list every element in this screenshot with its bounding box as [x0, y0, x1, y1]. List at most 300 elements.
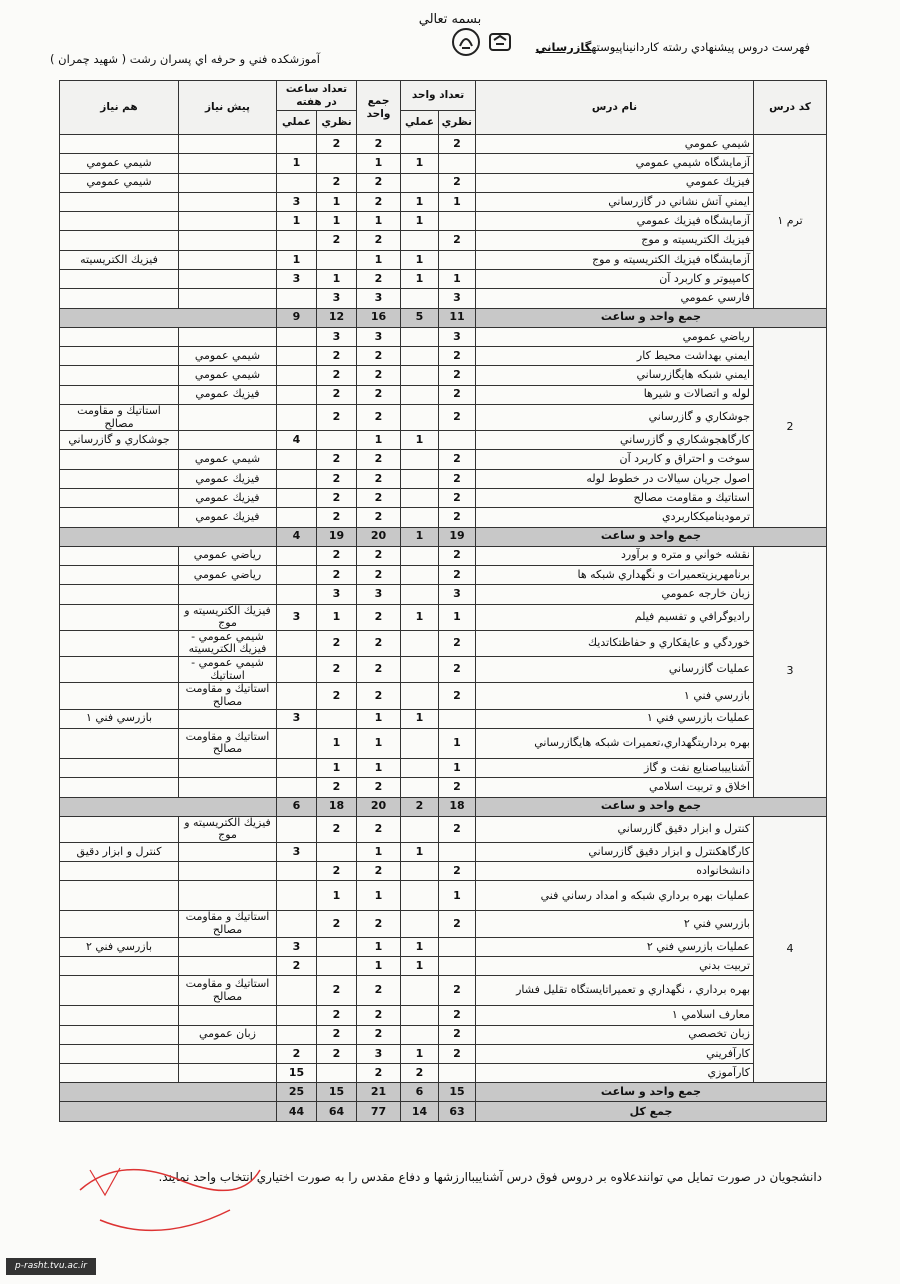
table-row [60, 489, 827, 508]
hours-theory [317, 937, 357, 956]
corequisite [60, 956, 179, 975]
prerequisite [179, 862, 277, 881]
total-units: 2 [357, 630, 401, 656]
hours-theory: 2 [317, 173, 357, 192]
prerequisite: فيزيك عمومي [179, 508, 277, 527]
units-practical [401, 585, 439, 604]
total-units: 1 [357, 154, 401, 173]
prerequisite [179, 709, 277, 728]
course-name: تربيت بدني [476, 956, 754, 975]
total-units: 2 [357, 231, 401, 250]
prerequisite [179, 1064, 277, 1083]
hours-theory [317, 250, 357, 269]
prerequisite: استاتيك و مقاومت مصالح [179, 911, 277, 937]
corequisite [60, 683, 179, 709]
corequisite [60, 469, 179, 488]
units-practical [401, 758, 439, 777]
sum-empty [60, 797, 277, 816]
hours-practical [277, 450, 317, 469]
course-name: ترموديناميككاربردي [476, 508, 754, 527]
table-row [60, 327, 827, 346]
prerequisite [179, 881, 277, 911]
table-row [60, 546, 827, 565]
corequisite: بازرسي فني ۱ [60, 709, 179, 728]
hours-theory: 2 [317, 911, 357, 937]
total-units: 1 [357, 842, 401, 861]
table-row [60, 758, 827, 777]
units-practical [401, 289, 439, 308]
units-practical [401, 881, 439, 911]
prerequisite [179, 231, 277, 250]
units-practical [401, 450, 439, 469]
units-theory: 2 [439, 385, 476, 404]
course-name: اخلاق و تربيت اسلامي [476, 778, 754, 797]
units-theory: 2 [439, 546, 476, 565]
course-name: بهره برداري ، نگهداري و تعميراتايستگاه تقليل فشار [476, 976, 754, 1006]
total-units: 2 [357, 385, 401, 404]
units-practical: 1 [401, 709, 439, 728]
total-units: 2 [357, 976, 401, 1006]
sum-empty [60, 527, 277, 546]
hours-theory: 1 [317, 212, 357, 231]
corequisite [60, 911, 179, 937]
course-name: شيمي عمومي [476, 135, 754, 154]
course-name: معارف اسلامي ۱ [476, 1006, 754, 1025]
sum-units-practical: 2 [401, 797, 439, 816]
units-theory: 2 [439, 911, 476, 937]
sum-empty [60, 308, 277, 327]
course-name: بازرسي فني ۲ [476, 911, 754, 937]
total-units: 1 [357, 937, 401, 956]
table-row [60, 842, 827, 861]
corequisite [60, 270, 179, 289]
hours-theory: 2 [317, 469, 357, 488]
units-practical [401, 976, 439, 1006]
corequisite [60, 630, 179, 656]
hours-practical [277, 630, 317, 656]
hours-practical: 1 [277, 250, 317, 269]
sum-hours-practical: 9 [277, 308, 317, 327]
total-units: 2 [357, 270, 401, 289]
course-name: راديوگرافي و تفسيم فيلم [476, 604, 754, 630]
units-theory [439, 937, 476, 956]
prerequisite: استاتيك و مقاومت مصالح [179, 683, 277, 709]
table-row [60, 135, 827, 154]
corequisite: شيمي عمومي [60, 173, 179, 192]
sum-empty [60, 1083, 277, 1102]
title-field: گازرساني [535, 40, 592, 54]
hours-practical [277, 585, 317, 604]
table-row [60, 630, 827, 656]
units-theory: 2 [439, 231, 476, 250]
hours-practical: 3 [277, 842, 317, 861]
units-practical [401, 489, 439, 508]
total-units: 2 [357, 778, 401, 797]
table-row [60, 604, 827, 630]
total-units: 2 [357, 911, 401, 937]
units-theory: 2 [439, 450, 476, 469]
corequisite: بازرسي فني ۲ [60, 937, 179, 956]
course-name: كنترل و ابزار دقيق گازرساني [476, 816, 754, 842]
total-units: 2 [357, 192, 401, 211]
total-hours-theory: 64 [317, 1102, 357, 1122]
total-units: 2 [357, 135, 401, 154]
table-row [60, 270, 827, 289]
course-name: آشناييباصنايع نفت و گاز [476, 758, 754, 777]
table-row [60, 565, 827, 584]
hours-practical [277, 508, 317, 527]
hours-theory: 2 [317, 816, 357, 842]
total-units: 3 [357, 327, 401, 346]
units-theory: 1 [439, 881, 476, 911]
units-theory: 2 [439, 816, 476, 842]
header-name: نام درس [476, 81, 754, 135]
total-units: 3 [357, 1044, 401, 1063]
prerequisite: زبان عمومي [179, 1025, 277, 1044]
units-theory: 3 [439, 327, 476, 346]
table-row [60, 1044, 827, 1063]
corequisite [60, 231, 179, 250]
sum-hours-practical: 25 [277, 1083, 317, 1102]
prerequisite [179, 956, 277, 975]
table-row [60, 862, 827, 881]
term-label: 2 [754, 327, 827, 527]
corequisite: كنترل و ابزار دقيق [60, 842, 179, 861]
hours-practical: 3 [277, 937, 317, 956]
prerequisite: رياضي عمومي [179, 546, 277, 565]
hours-theory: 1 [317, 728, 357, 758]
total-total-units: 77 [357, 1102, 401, 1122]
corequisite [60, 508, 179, 527]
hours-practical: 2 [277, 956, 317, 975]
units-theory: 2 [439, 173, 476, 192]
hours-practical: 2 [277, 1044, 317, 1063]
total-units: 2 [357, 657, 401, 683]
term-sum-row [60, 308, 827, 327]
total-units: 2 [357, 546, 401, 565]
hours-theory: 2 [317, 1044, 357, 1063]
total-label: جمع كل [476, 1102, 827, 1122]
course-name: كارگاهجوشكاري و گازرساني [476, 431, 754, 450]
hours-practical [277, 546, 317, 565]
sum-total-units: 21 [357, 1083, 401, 1102]
table-row [60, 1025, 827, 1044]
corequisite [60, 1044, 179, 1063]
total-units: 2 [357, 404, 401, 430]
term-sum-row [60, 527, 827, 546]
course-name: استاتيك و مقاومت مصالح [476, 489, 754, 508]
units-theory [439, 154, 476, 173]
table-row [60, 212, 827, 231]
hours-practical [277, 1025, 317, 1044]
term-label: 4 [754, 816, 827, 1083]
table-row [60, 450, 827, 469]
total-units: 1 [357, 431, 401, 450]
hours-theory: 2 [317, 346, 357, 365]
table-row [60, 250, 827, 269]
table-row [60, 585, 827, 604]
prerequisite [179, 431, 277, 450]
total-units: 2 [357, 604, 401, 630]
total-units: 1 [357, 881, 401, 911]
hours-theory: 1 [317, 270, 357, 289]
table-row [60, 911, 827, 937]
table-row [60, 508, 827, 527]
total-units: 1 [357, 758, 401, 777]
header-total-units: جمع واحد [357, 81, 401, 135]
prerequisite [179, 1006, 277, 1025]
prerequisite [179, 135, 277, 154]
prerequisite [179, 270, 277, 289]
sum-units-theory: 18 [439, 797, 476, 816]
term-sum-row [60, 1083, 827, 1102]
units-practical: 1 [401, 1044, 439, 1063]
grand-total-row [60, 1102, 827, 1122]
university-logo [484, 26, 516, 58]
table-row [60, 346, 827, 365]
prerequisite: شيمي عمومي [179, 450, 277, 469]
prerequisite [179, 937, 277, 956]
course-name: بازرسي فني ۱ [476, 683, 754, 709]
table-row [60, 154, 827, 173]
units-practical [401, 385, 439, 404]
total-units: 2 [357, 346, 401, 365]
hours-practical [277, 469, 317, 488]
units-theory: 1 [439, 758, 476, 777]
units-theory: 1 [439, 192, 476, 211]
course-name: فارسي عمومي [476, 289, 754, 308]
total-units: 2 [357, 565, 401, 584]
units-practical [401, 508, 439, 527]
total-units: 1 [357, 728, 401, 758]
prerequisite [179, 154, 277, 173]
units-practical [401, 135, 439, 154]
units-theory: 2 [439, 469, 476, 488]
corequisite [60, 366, 179, 385]
hours-theory: 3 [317, 585, 357, 604]
hours-practical [277, 173, 317, 192]
hours-theory [317, 956, 357, 975]
hours-practical: 4 [277, 431, 317, 450]
sum-hours-practical: 4 [277, 527, 317, 546]
table-row [60, 937, 827, 956]
table-row [60, 657, 827, 683]
course-name: فيزيك الكتريسيته و موج [476, 231, 754, 250]
hours-theory: 1 [317, 192, 357, 211]
hours-theory: 2 [317, 1006, 357, 1025]
units-theory: 2 [439, 404, 476, 430]
corequisite: شيمي عمومي [60, 154, 179, 173]
hours-theory: 2 [317, 546, 357, 565]
corequisite: فيزيك الكتريسيته [60, 250, 179, 269]
hours-practical [277, 289, 317, 308]
hours-theory: 2 [317, 862, 357, 881]
total-units: 2 [357, 683, 401, 709]
course-name: بهره برداريتگهداري،تعميرات شبكه هايگازرساني [476, 728, 754, 758]
units-theory: 2 [439, 346, 476, 365]
units-practical [401, 1006, 439, 1025]
hours-theory: 2 [317, 135, 357, 154]
prerequisite: استاتيك و مقاومت مصالح [179, 976, 277, 1006]
prerequisite: فيزيك عمومي [179, 469, 277, 488]
units-practical [401, 778, 439, 797]
course-name: عمليات بازرسي فني ۲ [476, 937, 754, 956]
hours-practical [277, 489, 317, 508]
course-name: آزمايشگاه فيزيك عمومي [476, 212, 754, 231]
course-name: خوردگي و عايقكاري و حفاظتكاتديك [476, 630, 754, 656]
hours-practical [277, 683, 317, 709]
corequisite [60, 135, 179, 154]
course-name: ايمني آتش نشاني در گازرساني [476, 192, 754, 211]
corequisite [60, 881, 179, 911]
prerequisite [179, 1044, 277, 1063]
units-theory: 2 [439, 489, 476, 508]
units-theory: 2 [439, 135, 476, 154]
units-theory: 2 [439, 630, 476, 656]
hours-practical [277, 231, 317, 250]
total-units: 2 [357, 469, 401, 488]
table-row [60, 192, 827, 211]
units-theory: 1 [439, 270, 476, 289]
prerequisite: فيزيك الكتريسيته و موج [179, 816, 277, 842]
units-practical [401, 565, 439, 584]
sum-units-theory: 11 [439, 308, 476, 327]
total-units: 2 [357, 173, 401, 192]
hours-practical [277, 385, 317, 404]
total-units: 3 [357, 585, 401, 604]
table-row [60, 431, 827, 450]
corequisite [60, 450, 179, 469]
hours-practical [277, 911, 317, 937]
hours-practical [277, 862, 317, 881]
prerequisite [179, 404, 277, 430]
hours-theory: 2 [317, 508, 357, 527]
table-row [60, 231, 827, 250]
sum-hours-theory: 19 [317, 527, 357, 546]
course-name: آزمايشگاه شيمي عمومي [476, 154, 754, 173]
site-url[interactable]: p-rasht.tvu.ac.ir [6, 1258, 96, 1275]
course-name: كارآموزي [476, 1064, 754, 1083]
corequisite: استاتيك و مقاومت مصالح [60, 404, 179, 430]
total-units: 1 [357, 956, 401, 975]
corequisite [60, 327, 179, 346]
units-theory: 3 [439, 585, 476, 604]
units-practical [401, 469, 439, 488]
hours-practical: 3 [277, 270, 317, 289]
header-units-theory: نظري [439, 111, 476, 135]
total-units: 2 [357, 508, 401, 527]
prerequisite [179, 250, 277, 269]
units-practical: 1 [401, 431, 439, 450]
hours-practical [277, 1006, 317, 1025]
units-practical [401, 816, 439, 842]
units-practical: 1 [401, 937, 439, 956]
header-units-practical: عملي [401, 111, 439, 135]
prerequisite: شيمي عمومي - فيزيك الكتريسيته [179, 630, 277, 656]
prerequisite [179, 758, 277, 777]
prerequisite [179, 778, 277, 797]
table-row [60, 385, 827, 404]
hours-theory: 2 [317, 450, 357, 469]
course-name: دانشخانواده [476, 862, 754, 881]
hours-theory: 1 [317, 604, 357, 630]
hours-theory: 2 [317, 778, 357, 797]
bismillah: بسمه تعالي [418, 12, 482, 27]
course-name: اصول جريان سيالات در خطوط لوله [476, 469, 754, 488]
hours-theory: 2 [317, 489, 357, 508]
corequisite [60, 657, 179, 683]
units-practical: 1 [401, 154, 439, 173]
hours-practical [277, 816, 317, 842]
total-units: 2 [357, 450, 401, 469]
corequisite [60, 976, 179, 1006]
table-row [60, 366, 827, 385]
term-sum-row [60, 797, 827, 816]
sum-units-theory: 19 [439, 527, 476, 546]
corequisite [60, 728, 179, 758]
hours-theory: 1 [317, 758, 357, 777]
units-practical [401, 366, 439, 385]
corequisite [60, 565, 179, 584]
header-units: تعداد واحد [401, 81, 476, 111]
table-row [60, 404, 827, 430]
hours-theory: 2 [317, 657, 357, 683]
corequisite [60, 816, 179, 842]
hours-theory: 3 [317, 327, 357, 346]
hours-practical: 1 [277, 212, 317, 231]
units-practical [401, 173, 439, 192]
units-practical: 1 [401, 250, 439, 269]
hours-theory: 3 [317, 289, 357, 308]
prerequisite: شيمي عمومي - استاتيك [179, 657, 277, 683]
units-theory [439, 956, 476, 975]
units-theory: 2 [439, 683, 476, 709]
hours-practical [277, 881, 317, 911]
course-name: رياضي عمومي [476, 327, 754, 346]
units-theory: 1 [439, 604, 476, 630]
total-empty [60, 1102, 277, 1122]
table-row [60, 816, 827, 842]
course-name: ايمني شبكه هايگازرساني [476, 366, 754, 385]
header-coreq: هم نياز [60, 81, 179, 135]
course-name: لوله و اتصالات و شيرها [476, 385, 754, 404]
total-units: 2 [357, 366, 401, 385]
table-row [60, 976, 827, 1006]
hours-practical [277, 346, 317, 365]
table-row [60, 778, 827, 797]
total-units: 2 [357, 862, 401, 881]
hours-theory: 2 [317, 366, 357, 385]
hours-theory [317, 709, 357, 728]
table-row [60, 709, 827, 728]
hours-theory: 2 [317, 565, 357, 584]
course-name: عمليات گازرساني [476, 657, 754, 683]
units-practical [401, 1025, 439, 1044]
corequisite [60, 1064, 179, 1083]
sum-hours-practical: 6 [277, 797, 317, 816]
units-practical [401, 683, 439, 709]
courses-table [59, 80, 827, 1122]
corequisite [60, 778, 179, 797]
sum-units-practical: 5 [401, 308, 439, 327]
table-row [60, 881, 827, 911]
course-name: زبان خارجه عمومي [476, 585, 754, 604]
corequisite [60, 546, 179, 565]
prerequisite [179, 212, 277, 231]
hours-theory [317, 154, 357, 173]
units-practical [401, 546, 439, 565]
prerequisite: فيزيك عمومي [179, 489, 277, 508]
